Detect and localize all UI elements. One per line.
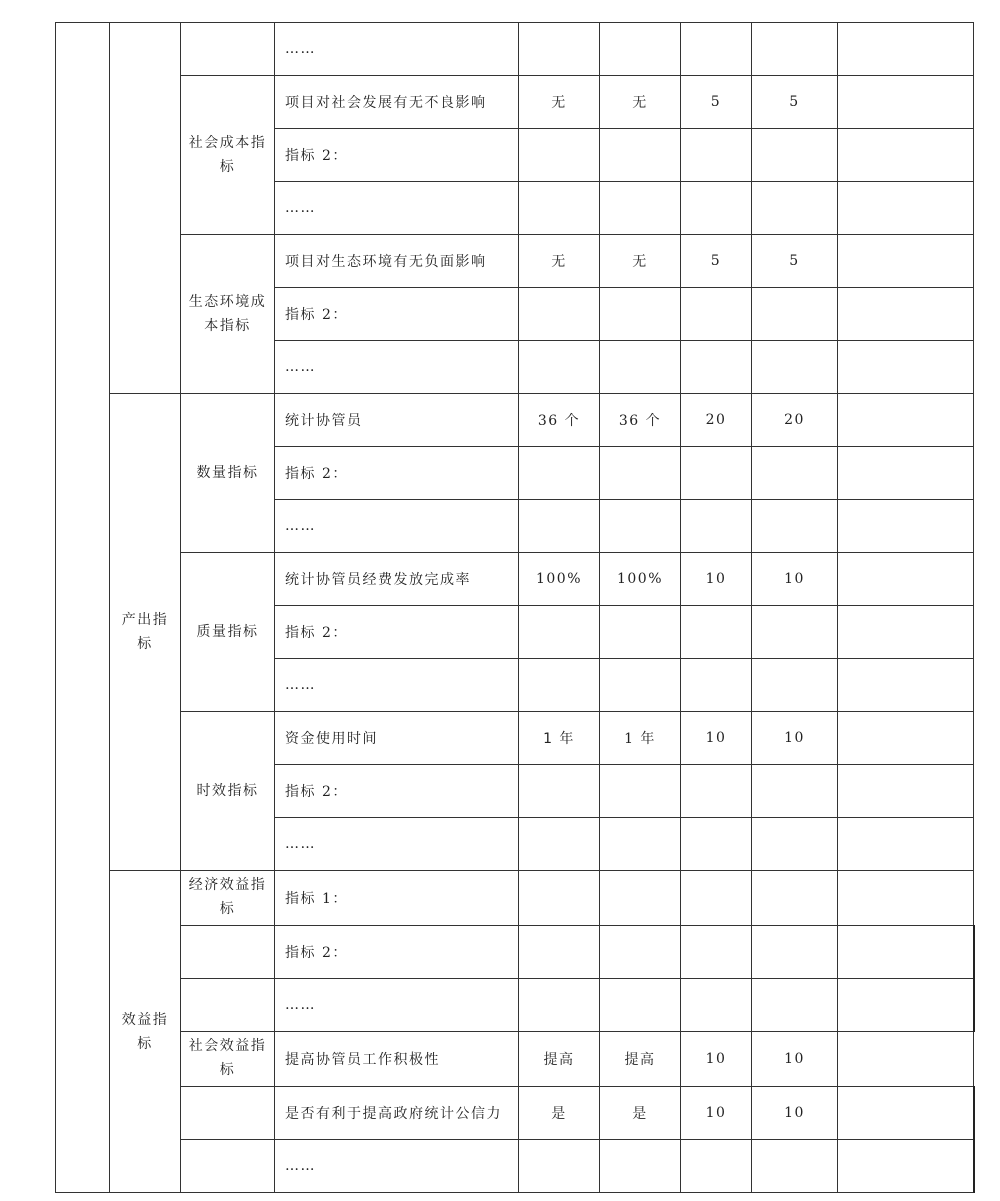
remark-cell <box>838 765 974 818</box>
level3-category-cell <box>181 1087 275 1140</box>
actual-value <box>600 926 681 979</box>
indicator-name: …… <box>275 659 519 712</box>
indicator-name: 项目对社会发展有无不良影响 <box>275 76 519 129</box>
actual-value <box>600 818 681 871</box>
remark-cell <box>838 182 974 235</box>
level3-category-cell <box>181 926 275 979</box>
indicator-name: 指标 1： <box>275 871 519 926</box>
remark-cell <box>838 979 974 1032</box>
level1-category-cell <box>56 23 110 1193</box>
annual-target <box>519 341 600 394</box>
weight-score <box>681 288 752 341</box>
actual-score <box>752 926 838 979</box>
level3-category-cell <box>181 979 275 1032</box>
actual-score <box>752 979 838 1032</box>
annual-target: 提高 <box>519 1032 600 1087</box>
level3-category-cell: 社会成本指标 <box>181 76 275 235</box>
actual-value: 100% <box>600 553 681 606</box>
actual-score <box>752 288 838 341</box>
remark-cell <box>838 659 974 712</box>
annual-target <box>519 447 600 500</box>
annual-target <box>519 500 600 553</box>
remark-cell <box>838 235 974 288</box>
table-row <box>56 23 974 76</box>
actual-score <box>752 129 838 182</box>
table-row <box>56 1032 974 1087</box>
annual-target <box>519 979 600 1032</box>
indicator-name: …… <box>275 182 519 235</box>
weight-score <box>681 765 752 818</box>
table-row <box>56 553 974 606</box>
table-row <box>56 871 974 926</box>
indicator-name: 指标 2： <box>275 288 519 341</box>
remark-cell <box>838 394 974 447</box>
indicator-name: …… <box>275 1140 519 1193</box>
remark-cell <box>838 1087 974 1140</box>
indicator-name: 提高协管员工作积极性 <box>275 1032 519 1087</box>
actual-value <box>600 500 681 553</box>
weight-score <box>681 818 752 871</box>
actual-score <box>752 182 838 235</box>
actual-score <box>752 447 838 500</box>
annual-target: 100% <box>519 553 600 606</box>
actual-value <box>600 659 681 712</box>
actual-value <box>600 447 681 500</box>
remark-cell <box>838 1140 974 1193</box>
level2-category-cell: 产出指标 <box>110 394 181 871</box>
weight-score <box>681 341 752 394</box>
weight-score <box>681 979 752 1032</box>
annual-target <box>519 659 600 712</box>
indicator-name: …… <box>275 818 519 871</box>
actual-score: 10 <box>752 553 838 606</box>
annual-target <box>519 129 600 182</box>
actual-value <box>600 1140 681 1193</box>
actual-value: 无 <box>600 76 681 129</box>
table-row <box>56 1140 974 1193</box>
actual-value <box>600 341 681 394</box>
annual-target <box>519 926 600 979</box>
annual-target: 无 <box>519 235 600 288</box>
indicator-name: …… <box>275 500 519 553</box>
weight-score: 10 <box>681 1032 752 1087</box>
annual-target: 无 <box>519 76 600 129</box>
weight-score: 20 <box>681 394 752 447</box>
annual-target: 36 个 <box>519 394 600 447</box>
actual-value: 提高 <box>600 1032 681 1087</box>
remark-cell <box>838 76 974 129</box>
weight-score <box>681 606 752 659</box>
table-row <box>56 235 974 288</box>
annual-target <box>519 818 600 871</box>
annual-target <box>519 182 600 235</box>
actual-value <box>600 23 681 76</box>
indicator-name: 统计协管员 <box>275 394 519 447</box>
actual-value <box>600 765 681 818</box>
remark-cell <box>838 341 974 394</box>
annual-target <box>519 606 600 659</box>
actual-score <box>752 818 838 871</box>
remark-cell <box>838 447 974 500</box>
actual-score <box>752 871 838 926</box>
actual-value <box>600 288 681 341</box>
remark-cell <box>838 871 974 926</box>
weight-score <box>681 447 752 500</box>
level2-category-cell: 效益指标 <box>110 871 181 1193</box>
weight-score: 10 <box>681 712 752 765</box>
actual-score <box>752 500 838 553</box>
annual-target <box>519 765 600 818</box>
actual-score: 10 <box>752 712 838 765</box>
indicator-name: …… <box>275 979 519 1032</box>
indicator-name: 指标 2： <box>275 926 519 979</box>
weight-score: 10 <box>681 553 752 606</box>
level3-category-cell: 数量指标 <box>181 394 275 553</box>
remark-cell <box>838 129 974 182</box>
level3-category-cell <box>181 1140 275 1193</box>
indicator-name: 指标 2： <box>275 765 519 818</box>
level3-category-cell: 时效指标 <box>181 712 275 871</box>
remark-cell <box>838 500 974 553</box>
actual-score <box>752 765 838 818</box>
remark-cell <box>838 926 974 979</box>
level2-category-cell <box>110 23 181 394</box>
actual-score <box>752 341 838 394</box>
actual-score: 10 <box>752 1087 838 1140</box>
weight-score <box>681 182 752 235</box>
actual-value <box>600 129 681 182</box>
actual-score <box>752 23 838 76</box>
actual-score: 5 <box>752 76 838 129</box>
weight-score: 5 <box>681 76 752 129</box>
actual-score: 10 <box>752 1032 838 1087</box>
actual-score: 20 <box>752 394 838 447</box>
indicator-name: 是否有利于提高政府统计公信力 <box>275 1087 519 1140</box>
weight-score <box>681 1140 752 1193</box>
remark-cell <box>838 553 974 606</box>
remark-cell <box>838 712 974 765</box>
weight-score: 10 <box>681 1087 752 1140</box>
performance-indicator-table <box>55 22 975 1193</box>
actual-score <box>752 1140 838 1193</box>
actual-value: 是 <box>600 1087 681 1140</box>
annual-target <box>519 288 600 341</box>
table-row <box>56 1087 974 1140</box>
level3-category-cell <box>181 23 275 76</box>
indicator-name: 资金使用时间 <box>275 712 519 765</box>
table-row <box>56 979 974 1032</box>
table-row <box>56 926 974 979</box>
actual-value: 无 <box>600 235 681 288</box>
indicator-name: 项目对生态环境有无负面影响 <box>275 235 519 288</box>
level3-category-cell: 质量指标 <box>181 553 275 712</box>
actual-value <box>600 606 681 659</box>
indicator-name: 指标 2： <box>275 447 519 500</box>
indicator-name: …… <box>275 23 519 76</box>
weight-score <box>681 926 752 979</box>
annual-target: 是 <box>519 1087 600 1140</box>
actual-score: 5 <box>752 235 838 288</box>
table-row <box>56 394 974 447</box>
indicator-name: …… <box>275 341 519 394</box>
annual-target <box>519 871 600 926</box>
indicator-name: 统计协管员经费发放完成率 <box>275 553 519 606</box>
table-row <box>56 712 974 765</box>
level3-category-cell: 生态环境成本指标 <box>181 235 275 394</box>
level3-category-cell: 社会效益指标 <box>181 1032 275 1087</box>
weight-score <box>681 23 752 76</box>
annual-target: 1 年 <box>519 712 600 765</box>
remark-cell <box>838 288 974 341</box>
actual-value <box>600 979 681 1032</box>
weight-score <box>681 500 752 553</box>
level3-category-cell: 经济效益指标 <box>181 871 275 926</box>
actual-score <box>752 659 838 712</box>
annual-target <box>519 1140 600 1193</box>
remark-cell <box>838 23 974 76</box>
remark-cell <box>838 818 974 871</box>
actual-value <box>600 182 681 235</box>
weight-score: 5 <box>681 235 752 288</box>
weight-score <box>681 129 752 182</box>
remark-cell <box>838 1032 974 1087</box>
annual-target <box>519 23 600 76</box>
indicator-name: 指标 2： <box>275 606 519 659</box>
table-row <box>56 76 974 129</box>
actual-value: 36 个 <box>600 394 681 447</box>
weight-score <box>681 871 752 926</box>
remark-cell <box>838 606 974 659</box>
weight-score <box>681 659 752 712</box>
actual-value: 1 年 <box>600 712 681 765</box>
actual-score <box>752 606 838 659</box>
actual-value <box>600 871 681 926</box>
indicator-name: 指标 2： <box>275 129 519 182</box>
